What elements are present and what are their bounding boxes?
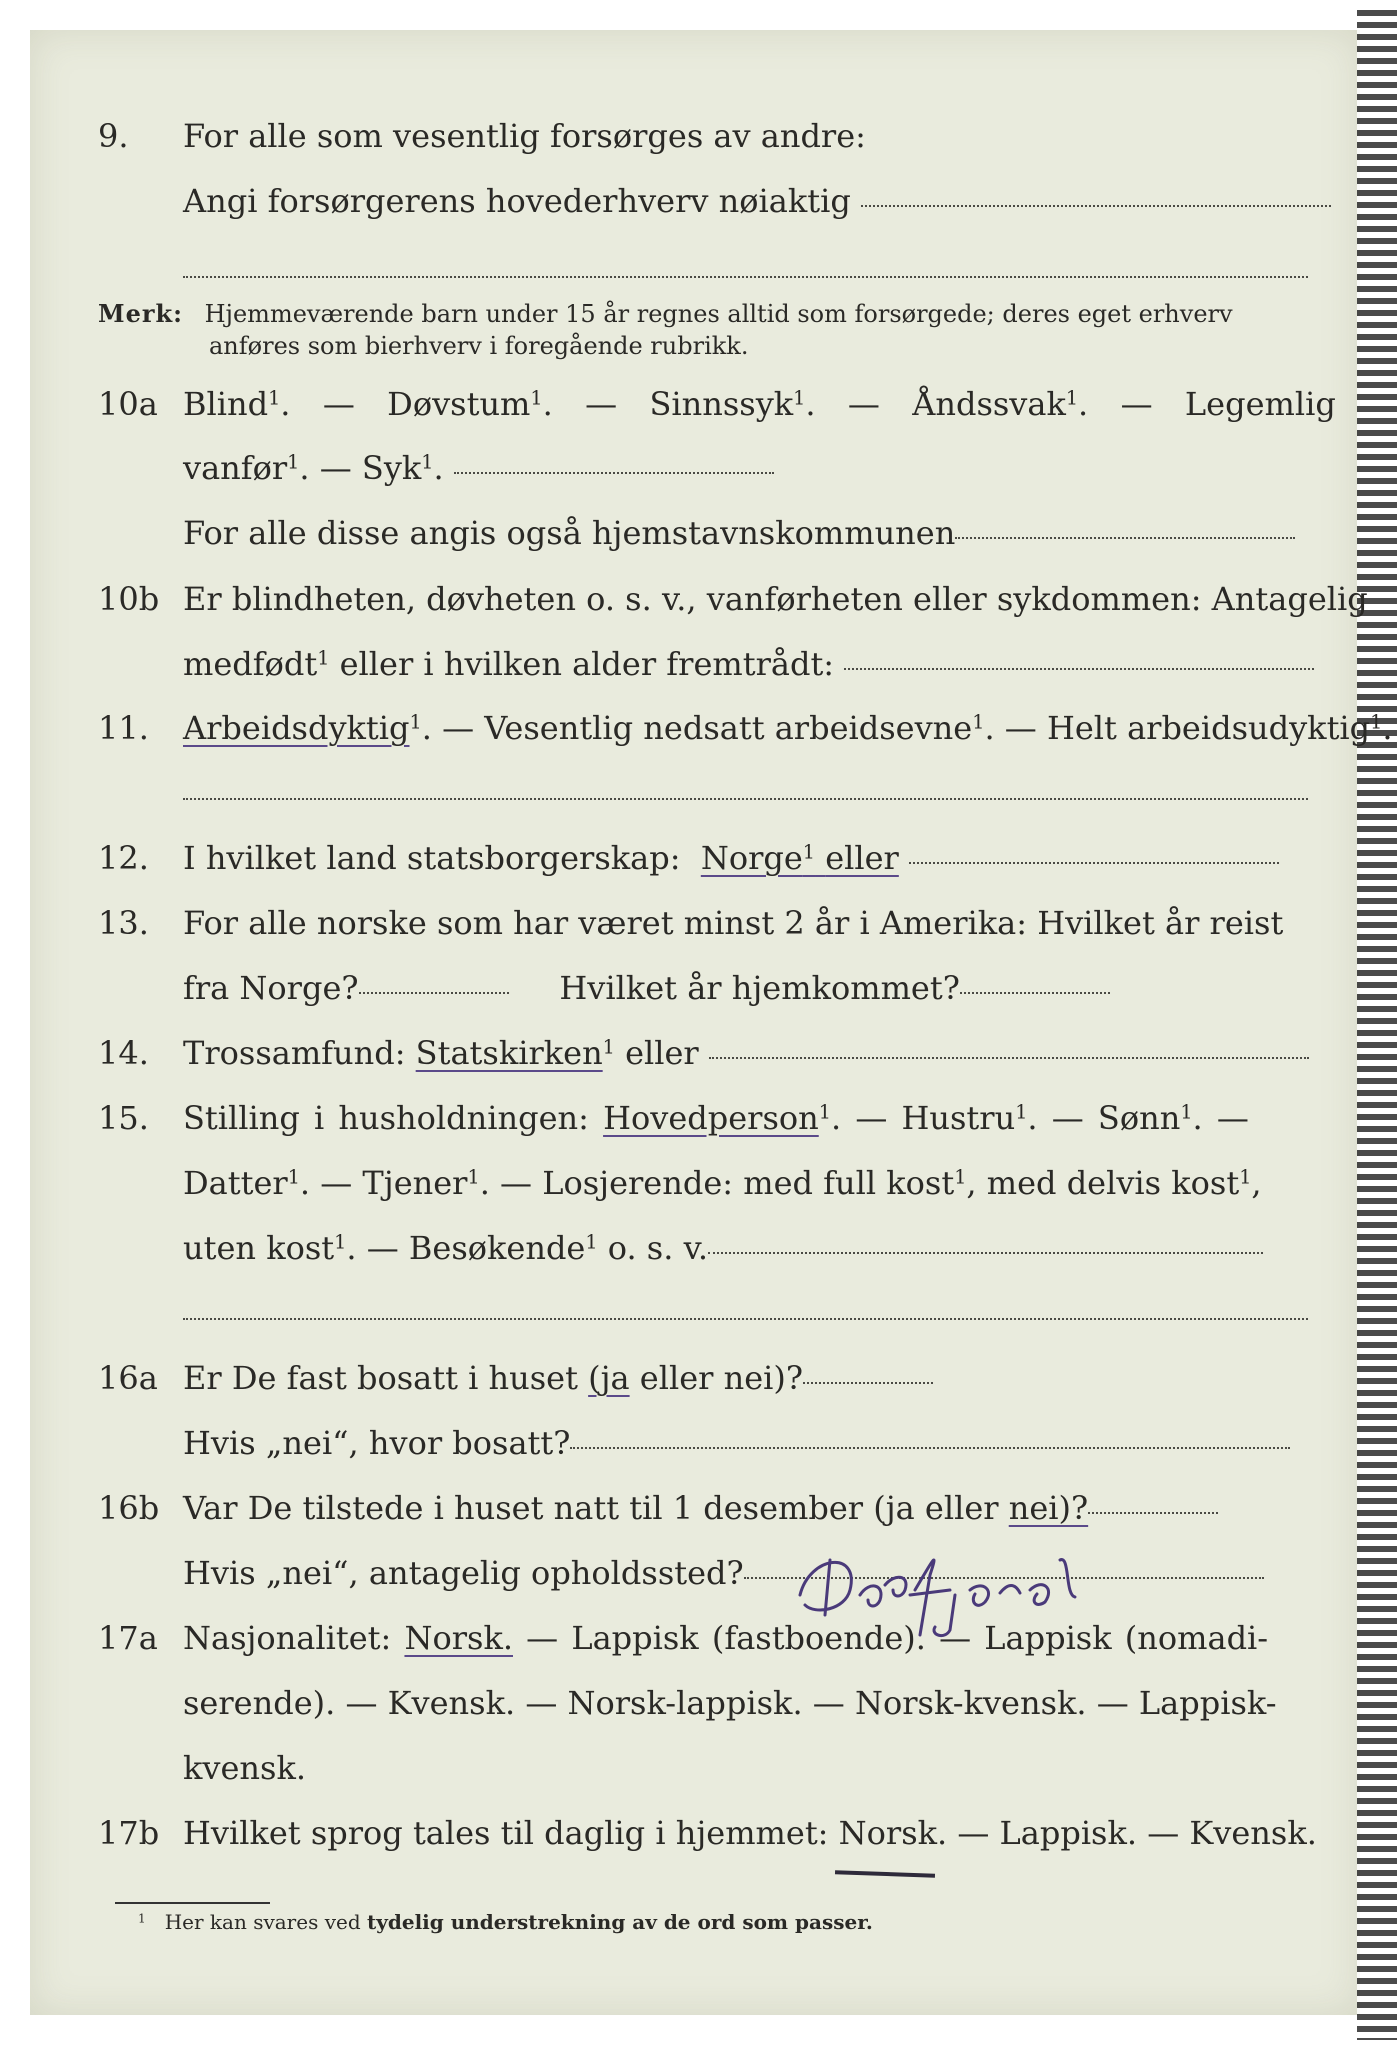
scan-edge (1357, 10, 1397, 2040)
q15-number: 15. (98, 1099, 149, 1137)
q10a-number: 10a (98, 385, 158, 423)
q15-answer-line (183, 1318, 1308, 1320)
footnote-rule (115, 1902, 270, 1904)
q17a-line1: Nasjonalitet: Norsk. — Lappisk (fastboende). — Lappisk (nomadi- (183, 1619, 1269, 1657)
q15-line3: uten kost$^1$. — Besøkende$^1$ o. s. v. (183, 1232, 1263, 1264)
merk-label: Merk: (98, 299, 183, 328)
q10b-line1: Er blindheten, døvheten o. s. v., vanførheten eller sykdommen: Antagelig (183, 580, 1368, 618)
q14-number: 14. (98, 1034, 149, 1072)
q10a-line2: vanfør$^1$. — Syk$^1$. (183, 452, 774, 484)
q10b-line2: medfødt$^1$ eller i hvilken alder fremtrådt: (183, 648, 1314, 680)
q17a-line2: serende). — Kvensk. — Norsk-lappisk. — Norsk-kvensk. — Lappisk- (183, 1684, 1277, 1722)
merk-note (98, 298, 1233, 363)
q16a-line2: Hvis „nei“, hvor bosatt? (183, 1427, 1290, 1459)
q16b-line1: Var De tilstede i huset natt til 1 desember (ja eller nei)? (183, 1492, 1218, 1524)
q17a-selected-answer: Norsk. (404, 1619, 513, 1657)
q9-line1: For alle som vesentlig forsørges av andre: (183, 117, 866, 155)
q10a-line3: For alle disse angis også hjemstavnskommunen (183, 517, 1295, 549)
q10a-line1: Blind$^1$. — Døvstum$^1$. — Sinnssyk$^1$. — Åndssvak$^1$. — Legemlig (183, 385, 1336, 423)
q11-line: Arbeidsdyktig$^1$. — Vesentlig nedsatt arbeidsevne$^1$. — Helt arbeidsudyktig$^1$. (183, 709, 1393, 747)
q9-line2: Angi forsørgerens hovederhverv nøiaktig (183, 185, 1331, 217)
q12-number: 12. (98, 839, 149, 877)
q17b-line: Hvilket sprog tales til daglig i hjemmet: Norsk. — Lappisk. — Kvensk. (183, 1814, 1317, 1852)
footnote: $^1$ Her kan svares ved tydelig understrekning av de ord som passer. (138, 1910, 873, 1934)
q16a-selected-answer: (ja (588, 1359, 630, 1397)
q17a-number: 17a (98, 1619, 158, 1657)
q14-line: Trossamfund: Statskirken$^1$ eller (183, 1037, 1309, 1069)
q16a-number: 16a (98, 1359, 158, 1397)
q16a-line1: Er De fast bosatt i huset (ja eller nei)? (183, 1362, 933, 1394)
q17a-line3: kvensk. (183, 1749, 306, 1787)
merk-line2: anføres som bierhverv i foregående rubrikk. (209, 332, 749, 361)
q12-line: I hvilket land statsborgerskap: Norge$^1$ eller (183, 842, 1279, 874)
q14-selected-answer: Statskirken (415, 1034, 603, 1072)
q15-line1: Stilling i husholdningen: Hovedperson$^1$. — Hustru$^1$. — Sønn$^1$. — (183, 1099, 1249, 1137)
q12-selected-answer: Norge$^1$ eller (700, 839, 899, 877)
q15-selected-answer: Hovedperson (603, 1099, 819, 1137)
q11-answer-line (183, 798, 1308, 800)
q13-number: 13. (98, 904, 149, 942)
q16b-line2: Hvis „nei“, antagelig opholdssted? (183, 1557, 1264, 1589)
q11-number: 11. (98, 709, 149, 747)
q17b-number: 17b (98, 1814, 160, 1852)
q13-line1: For alle norske som har været minst 2 år i Amerika: Hvilket år reist (183, 904, 1284, 942)
q16b-number: 16b (98, 1489, 160, 1527)
q9-number: 9. (98, 117, 129, 155)
q13-line2: fra Norge? Hvilket år hjemkommet? (183, 972, 1110, 1004)
q15-line2: Datter$^1$. — Tjener$^1$. — Losjerende: med full kost$^1$, med delvis kost$^1$, (183, 1164, 1262, 1202)
q9-answer-line (183, 276, 1308, 278)
merk-line1: Hjemmeværende barn under 15 år regnes alltid som forsørgede; deres eget erhverv (204, 300, 1233, 328)
q11-selected-answer: Arbeidsdyktig (183, 709, 410, 747)
q10b-number: 10b (98, 580, 160, 618)
q16b-selected-answer: nei)? (1008, 1489, 1089, 1527)
